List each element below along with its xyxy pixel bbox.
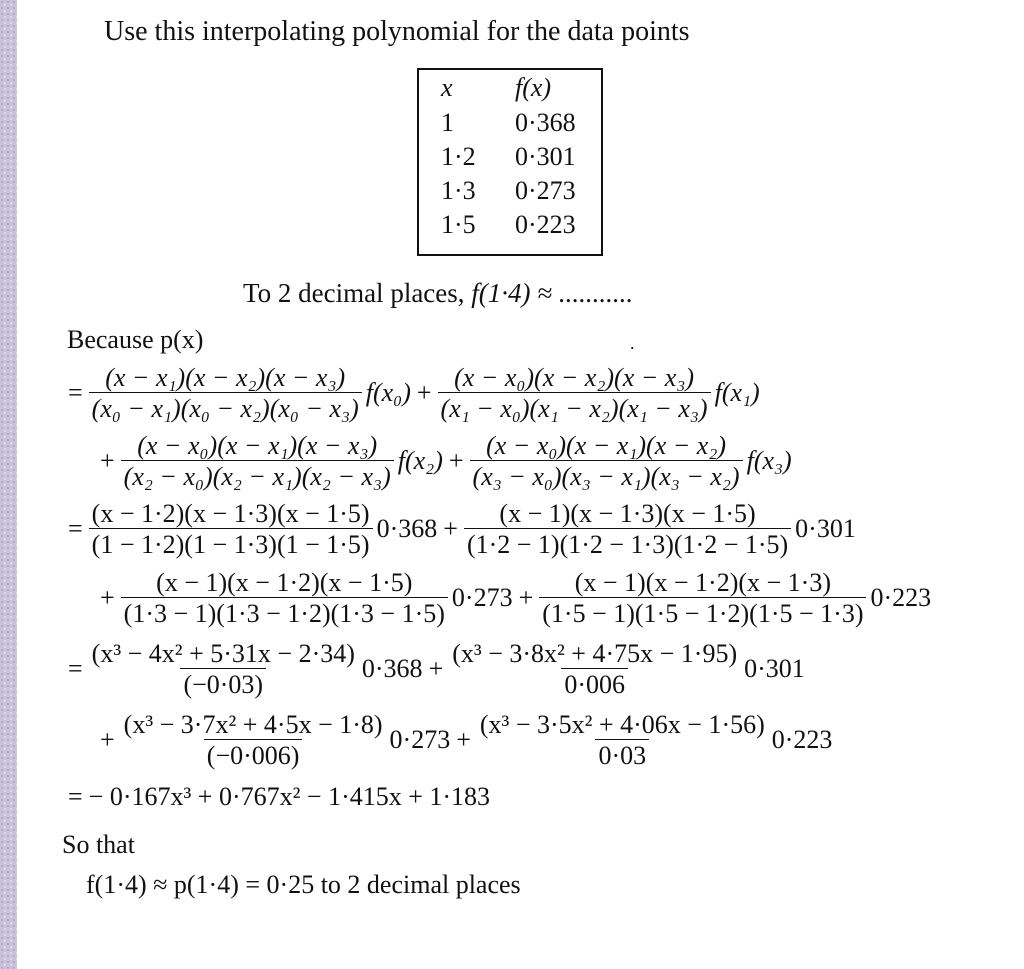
fraction-numerator: (x − x₁)(x − x₂)(x − x₃) xyxy=(105,363,346,392)
fraction-numerator: (x³ − 3·8x² + 4·75x − 1·95) xyxy=(452,639,738,668)
fraction-numerator: (x − 1)(x − 1·2)(x − 1·5) xyxy=(156,568,413,597)
fraction xyxy=(470,432,743,491)
fraction-denominator: (1 − 1·2)(1 − 1·3)(1 − 1·5) xyxy=(89,528,373,558)
function-term: f(x₃) xyxy=(746,446,792,476)
table-cell-fx: 0·301 xyxy=(515,142,576,171)
fraction-denominator: (x₂ − x₀)(x₂ − x₁)(x₂ − x₃) xyxy=(121,460,394,490)
question-line xyxy=(243,278,633,309)
plus-sign: + xyxy=(100,725,115,755)
table-header-row xyxy=(419,70,601,106)
table-row xyxy=(419,174,601,208)
fraction-numerator: (x − x₀)(x − x₁)(x − x₃) xyxy=(137,431,378,460)
fraction xyxy=(121,432,394,491)
table-header-x: x xyxy=(441,73,453,102)
equation-row-1 xyxy=(64,364,762,423)
table-cell-x: 1·2 xyxy=(441,142,476,171)
equals-sign: = xyxy=(68,782,83,811)
because-label: Because p(x) xyxy=(67,325,204,354)
fraction xyxy=(89,640,358,699)
fraction-numerator: (x − 1)(x − 1·3)(x − 1·5) xyxy=(499,499,756,528)
conclusion-line: f(1·4) ≈ p(1·4) = 0·25 to 2 decimal places xyxy=(86,870,521,899)
equation-row-5 xyxy=(64,640,807,699)
fraction-numerator: (x − 1)(x − 1·2)(x − 1·3) xyxy=(574,568,831,597)
coefficient-term: 0·273 xyxy=(389,725,451,755)
equation-row-7 xyxy=(64,782,492,812)
table-row xyxy=(419,140,601,174)
plus-sign: + xyxy=(448,446,464,476)
fraction-denominator: (x₁ − x₀)(x₁ − x₂)(x₁ − x₃) xyxy=(438,392,711,422)
fraction-numerator: (x − x₀)(x − x₂)(x − x₃) xyxy=(454,363,695,392)
equation-row-4 xyxy=(96,569,933,628)
fraction xyxy=(121,711,386,770)
fraction xyxy=(89,364,362,423)
coefficient-term: 0·301 xyxy=(795,514,856,544)
coefficient-term: 0·368 xyxy=(361,654,423,684)
data-table-grid xyxy=(419,70,601,242)
fraction-denominator: (1·2 − 1)(1·2 − 1·3)(1·2 − 1·5) xyxy=(464,528,791,558)
coefficient-term: 0·301 xyxy=(744,654,805,684)
plus-sign: + xyxy=(443,514,458,544)
fraction-numerator: (x − x₀)(x − x₁)(x − x₂) xyxy=(486,431,727,460)
fraction-denominator: 0·006 xyxy=(561,668,628,698)
fraction xyxy=(89,500,373,559)
function-term: f(x₀) xyxy=(365,378,411,408)
coefficient-term: 0·273 xyxy=(451,583,513,613)
equation-row-2 xyxy=(96,432,794,491)
equals-sign: = xyxy=(68,514,83,544)
equals-sign: = xyxy=(68,378,83,408)
table-cell-fx: 0·223 xyxy=(515,210,576,239)
so-that-label: So that xyxy=(62,830,135,859)
plus-sign: + xyxy=(518,583,534,613)
plus-sign: + xyxy=(456,725,471,755)
fraction-denominator: (x₀ − x₁)(x₀ − x₂)(x₀ − x₃) xyxy=(89,392,362,422)
plus-sign: + xyxy=(100,583,115,613)
table-cell-fx: 0·273 xyxy=(515,176,576,205)
equation-row-6 xyxy=(96,711,834,770)
coefficient-term: 0·223 xyxy=(771,725,833,755)
fraction-denominator: (x₃ − x₀)(x₃ − x₁)(x₃ − x₂) xyxy=(470,460,743,490)
table-row xyxy=(419,106,601,140)
fraction-denominator: 0·03 xyxy=(595,739,649,769)
table-cell-x: 1·3 xyxy=(441,176,476,205)
fraction-numerator: (x − 1·2)(x − 1·3)(x − 1·5) xyxy=(91,499,370,528)
fraction-denominator: (1·3 − 1)(1·3 − 1·2)(1·3 − 1·5) xyxy=(121,597,448,627)
fraction-denominator: (−0·03) xyxy=(180,668,266,698)
fraction xyxy=(438,364,711,423)
table-cell-x: 1 xyxy=(441,108,454,137)
problem-heading: Use this interpolating polynomial for the data points xyxy=(104,16,690,47)
plus-sign: + xyxy=(428,654,444,684)
plus-sign: + xyxy=(100,446,115,476)
fraction xyxy=(477,711,768,770)
question-expression: f(1·4) ≈ ........... xyxy=(471,278,634,308)
question-text: To 2 decimal places, xyxy=(243,278,465,308)
coefficient-term: 0·223 xyxy=(870,583,932,613)
fraction-numerator: (x³ − 3·7x² + 4·5x − 1·8) xyxy=(123,710,383,739)
table-header-fx: f(x) xyxy=(515,73,552,102)
table-row xyxy=(419,208,601,242)
function-term: f(x₁) xyxy=(714,378,760,408)
coefficient-term: 0·368 xyxy=(376,514,438,544)
data-table xyxy=(417,68,603,256)
fraction-numerator: (x³ − 3·5x² + 4·06x − 1·56) xyxy=(479,710,765,739)
stray-dot: . xyxy=(630,333,635,353)
fraction-numerator: (x³ − 4x² + 5·31x − 2·34) xyxy=(91,639,355,668)
fraction-denominator: (1·5 − 1)(1·5 − 1·2)(1·5 − 1·3) xyxy=(539,597,866,627)
fraction xyxy=(121,569,448,628)
fraction xyxy=(449,640,740,699)
equals-sign: = xyxy=(68,654,83,684)
table-cell-x: 1·5 xyxy=(441,210,476,239)
function-term: f(x₂) xyxy=(397,446,443,476)
plus-sign: + xyxy=(416,378,432,408)
fraction-denominator: (−0·006) xyxy=(204,739,303,769)
fraction xyxy=(539,569,866,628)
polynomial-result: − 0·167x³ + 0·767x² − 1·415x + 1·183 xyxy=(88,782,491,811)
table-cell-fx: 0·368 xyxy=(515,108,576,137)
fraction xyxy=(464,500,791,559)
left-decorative-band xyxy=(0,0,17,969)
equation-row-3 xyxy=(64,500,858,559)
